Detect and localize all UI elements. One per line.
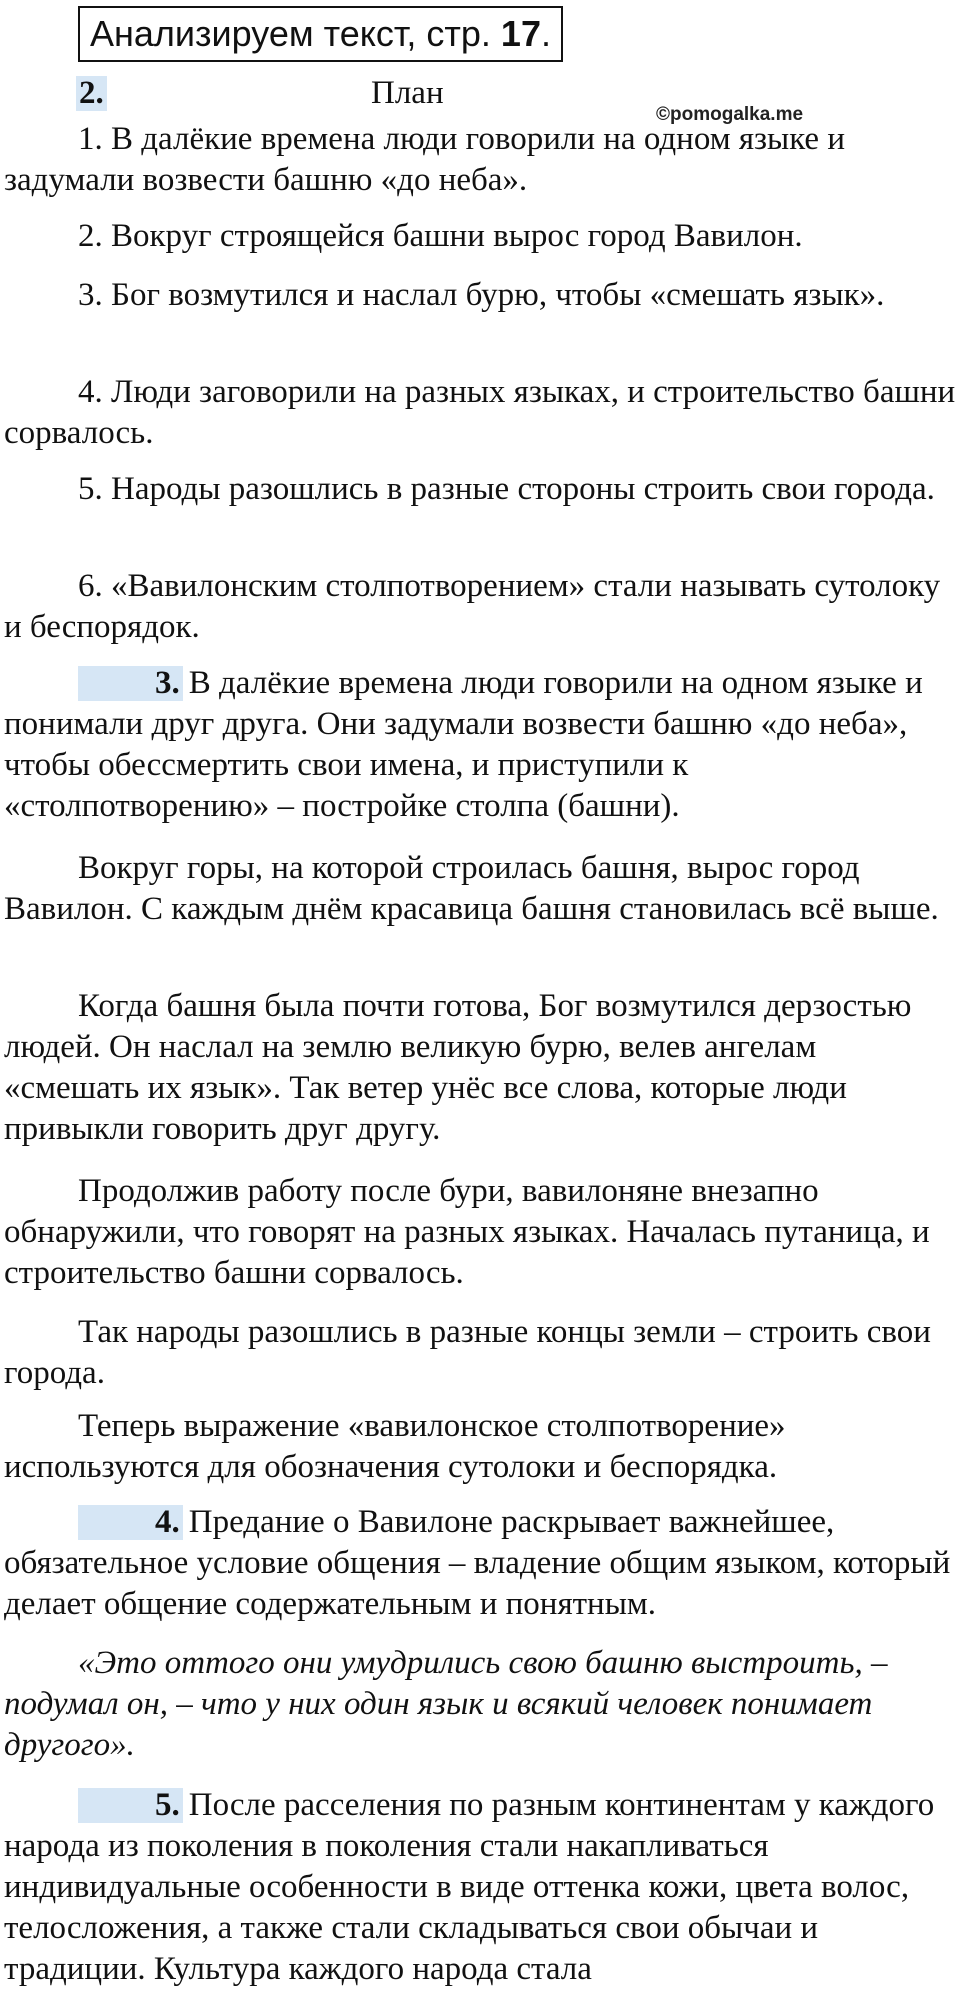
task-3-paragraph-5: Так народы разошлись в разные концы земли – строить свои города. bbox=[4, 1314, 931, 1391]
task-3-paragraph-4: Продолжив работу после бури, вавилоняне внезапно обнаружили, что говорят на разных языках. Началась путаница, и строительство башни сорвалось. bbox=[4, 1173, 930, 1291]
task-number-3: 3. bbox=[78, 666, 183, 701]
section-title-box bbox=[78, 6, 563, 62]
task-number-5: 5. bbox=[78, 1788, 183, 1823]
task-number-4: 4. bbox=[78, 1505, 183, 1540]
plan-item-3: 3. Бог возмутился и наслал бурю, чтобы «смешать язык». bbox=[78, 277, 885, 313]
task-3-paragraph-1 bbox=[4, 663, 959, 827]
task-5-paragraph bbox=[4, 1785, 959, 1990]
task-3-text: В далёкие времена люди говорили на одном языке и понимали друг друга. Они задумали возвести башню «до неба», чтобы обессмертить свои имена, и приступили к «столпотворению» – постройке столпа (башни). bbox=[4, 665, 923, 824]
task-4-quote: «Это оттого они умудрились свою башню выстроить, – подумал он, – что у них один язык и всякий человек понимает другого». bbox=[4, 1645, 888, 1763]
plan-title: План bbox=[371, 75, 444, 111]
plan-item-4: 4. Люди заговорили на разных языках, и строительство башни сорвалось. bbox=[4, 374, 956, 451]
section-title-text: Анализируем текст, стр. bbox=[90, 13, 491, 54]
watermark: ©pomogalka.me bbox=[656, 104, 804, 125]
plan-item-6: 6. «Вавилонским столпотворением» стали называть сутолоку и беспорядок. bbox=[4, 568, 941, 645]
task-3-paragraph-6: Теперь выражение «вавилонское столпотворение» используются для обозначения сутолоки и беспорядка. bbox=[4, 1408, 786, 1485]
task-3-paragraph-3: Когда башня была почти готова, Бог возмутился дерзостью людей. Он наслал на землю великую бурю, велев ангелам «смешать их язык». Так ветер унёс все слова, которые люди привыкли говорить друг другу. bbox=[4, 988, 912, 1147]
plan-heading bbox=[76, 68, 596, 118]
task-4-paragraph bbox=[4, 1502, 959, 1625]
task-3-paragraph-2: Вокруг горы, на которой строилась башня, вырос город Вавилон. С каждым днём красавица башня становилась всё выше. bbox=[4, 850, 939, 927]
plan-item-2: 2. Вокруг строящейся башни вырос город Вавилон. bbox=[78, 218, 803, 254]
task-5-text: После расселения по разным континентам у каждого народа из поколения в поколения стали накапливаться индивидуальные особенности в виде оттенка кожи, цвета волос, телосложения, а также стали складываться свои обычаи и традиции. Культура каждого народа стала bbox=[4, 1787, 935, 1987]
section-title-page: 17 bbox=[500, 13, 541, 54]
plan-item-1: 1. В далёкие времена люди говорили на одном языке и задумали возвести башню «до неба». bbox=[4, 121, 845, 198]
task-4-text: Предание о Вавилоне раскрывает важнейшее, обязательное условие общения – владение общим языком, который делает общение содержательным и понятным. bbox=[4, 1504, 951, 1622]
section-title-dot: . bbox=[540, 13, 551, 54]
plan-item-5: 5. Народы разошлись в разные стороны строить свои города. bbox=[78, 471, 935, 507]
task-number-2: 2. bbox=[76, 76, 107, 111]
